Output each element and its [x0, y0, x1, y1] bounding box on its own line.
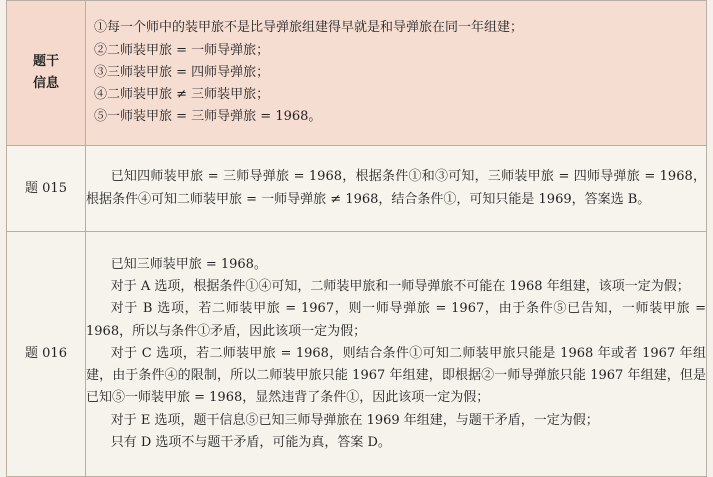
question-016-row: [7, 232, 707, 477]
info-content-cell: [86, 1, 707, 146]
q016-paragraph-answer: 只有 D 选项不与题干矛盾，可能为真，答案 D。: [110, 435, 391, 451]
info-label-line2: 信息: [32, 76, 59, 91]
q016-paragraph-option-e: 对于 E 选项，题干信息⑤已知三师导弹旅在 1969 年组建，与题干矛盾，一定为假；: [110, 412, 599, 428]
question-015-label: 题 015: [7, 146, 86, 232]
info-label-line1: 题干: [32, 54, 59, 69]
condition-4: ④二师装甲旅 ≠ 三师装甲旅；: [94, 87, 270, 103]
answer-table: [6, 0, 707, 477]
condition-1: ①每一个师中的装甲旅不是比导弹旅组建得早就是和导弹旅在同一年组建；: [94, 20, 524, 36]
q016-paragraph-1: 已知三师装甲旅 = 1968。: [110, 256, 267, 272]
info-label-cell: [7, 1, 86, 146]
q016-paragraph-option-a: 对于 A 选项，根据条件①④可知，二师装甲旅和一师导弹旅不可能在 1968 年组建，该项一定为假；: [110, 278, 690, 294]
q016-paragraph-option-b: 对于 B 选项，若二师装甲旅 = 1967，则一师导弹旅 = 1967，由于条件⑤已告知，一师装甲旅 = 1968，所以与条件①矛盾，因此该项一定为假；: [86, 301, 706, 339]
condition-3: ③三师装甲旅 = 四师导弹旅；: [94, 64, 270, 80]
question-015-content: [86, 146, 707, 232]
question-016-content: [86, 232, 707, 477]
q016-paragraph-option-c: 对于 C 选项，若二师装甲旅 = 1968，则结合条件①可知二师装甲旅只能是 1968 年或者 1967 年组建，由于条件④的限制，所以二师装甲旅只能 1967 年组建，即根据②一师导弹旅只能 1967 年组建，但是已知⑤一师装甲旅 = 1968，显然违背了条件①，因此该项一定为假；: [86, 345, 706, 406]
question-015-text: 已知四师装甲旅 = 三师导弹旅 = 1968，根据条件①和③可知，三师装甲旅 = 四师导弹旅 = 1968，根据条件④可知二师装甲旅 = 一师导弹旅 ≠ 1968，结合条件①，可知只能是 1969，答案选 B。: [86, 169, 706, 207]
question-015-row: [7, 146, 707, 232]
condition-5: ⑤一师装甲旅 = 三师导弹旅 = 1968。: [94, 109, 322, 125]
question-016-label: 题 016: [7, 232, 86, 477]
info-row: [7, 1, 707, 146]
condition-2: ②二师装甲旅 = 一师导弹旅；: [94, 42, 270, 58]
